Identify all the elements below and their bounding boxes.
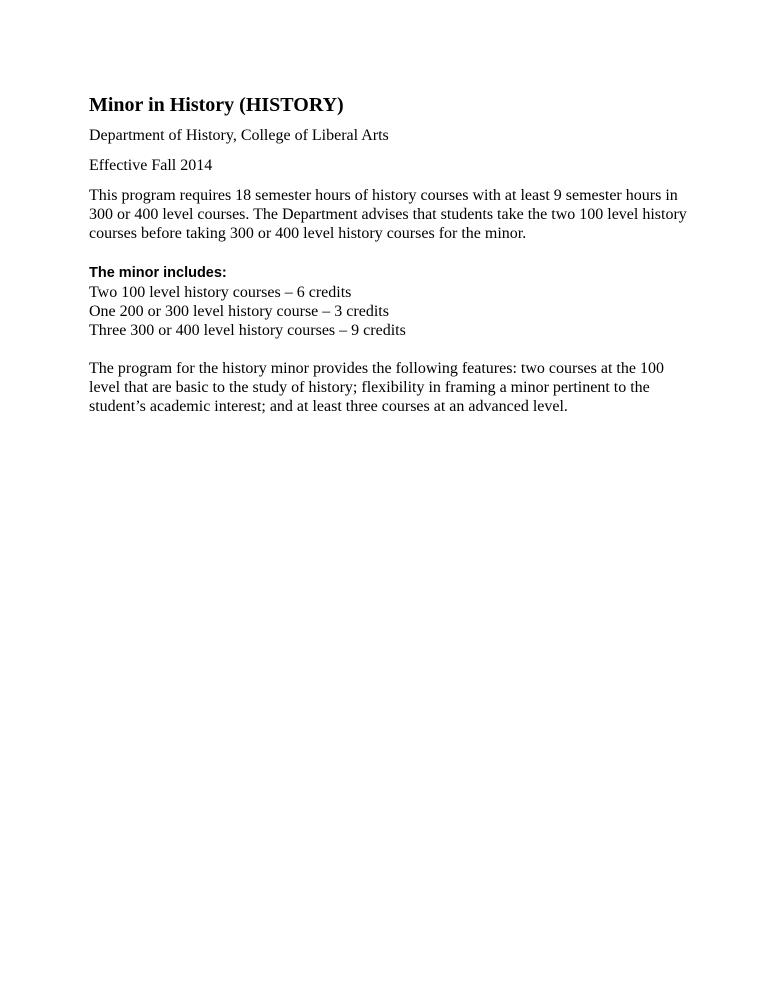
includes-list <box>89 283 689 340</box>
document-page <box>89 93 689 427</box>
list-item: One 200 or 300 level history course – 3 credits <box>89 303 389 320</box>
list-item: Three 300 or 400 level history courses – 9 credits <box>89 322 406 339</box>
document-title: Minor in History (HISTORY) <box>89 94 344 116</box>
department-line: Department of History, College of Liberal Arts <box>89 127 389 144</box>
effective-date: Effective Fall 2014 <box>89 157 213 174</box>
includes-heading: The minor includes: <box>89 265 227 281</box>
features-paragraph: The program for the history minor provides the following features: two courses at the 100 level that are basic to the study of history; flexibility in framing a minor pertinent to the student’s academic interest; and at least three courses at an advanced level. <box>89 360 664 415</box>
program-requirements-paragraph: This program requires 18 semester hours of history courses with at least 9 semester hours in 300 or 400 level courses. The Department advises that students take the two 100 level history courses before taking 300 or 400 level history courses for the minor. <box>89 187 687 242</box>
list-item: Two 100 level history courses – 6 credits <box>89 284 352 301</box>
